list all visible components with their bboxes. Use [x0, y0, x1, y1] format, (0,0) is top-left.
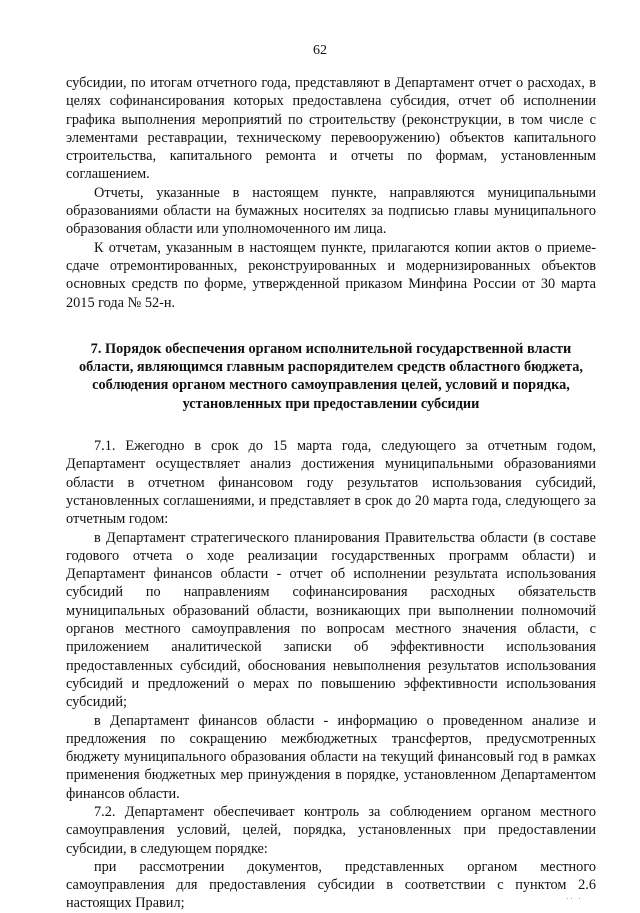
paragraph-continuation: субсидии, по итогам отчетного года, представляют в Департамент отчет о расходах, в целях софинансирования которых предоставлена субсидия, отчет об исполнении графика выполнения мероприятий по строительству (реконструкции, в том числе с элементами реставрации, техническому перевооружению) объектов капитального строительства, капитального ремонта и отчеты по формам, установленным соглашением.	[66, 75, 596, 183]
section-heading: 7. Порядок обеспечения органом исполнительной государственной власти области, являющимся главным распорядителем средств областного бюджета, соблюдения органом местного самоуправления целей, условий и порядка, установленных при предоставлении субсидии	[79, 340, 583, 412]
paragraph: К отчетам, указанным в настоящем пункте, прилагаются копии актов о приеме-сдаче отремонтированных, реконструированных и модернизированных объектов основных средств по форме, утвержденной приказом Минфина России от 30 марта 2015 года № 52-н.	[66, 239, 596, 311]
scan-mark: ·· ·	[566, 895, 583, 903]
document-body	[66, 74, 596, 913]
paragraph: при рассмотрении документов, представленных органом местного самоуправления для предоставления субсидии в соответствии с пунктом 2.6 настоящих Правил;	[66, 858, 596, 912]
paragraph: 7.2. Департамент обеспечивает контроль за соблюдением органом местного самоуправления условий, целей, порядка, установленных при предоставлении субсидии, в следующем порядке:	[66, 803, 596, 857]
page-number: 62	[313, 43, 327, 58]
paragraph: Отчеты, указанные в настоящем пункте, направляются муниципальными образованиями области на бумажных носителях за подписью главы муниципального образования области или уполномоченного им лица.	[66, 184, 596, 238]
paragraph: в Департамент стратегического планирования Правительства области (в составе годового отчета о ходе реализации государственных программ области) и Департамент финансов области - отчет об исполнении результата использования субсидий по направлениям софинансирования расходных обязательств муниципальных образований области, возникающих при выполнении полномочий органов местного самоуправления по вопросам местного значения области, с приложением аналитической записки об эффективности использования предоставленных субсидий, обоснования невыполнения результатов использования субсидий и предложений о мерах по повышению эффективности использования субсидий;	[66, 529, 596, 711]
paragraph: 7.1. Ежегодно в срок до 15 марта года, следующего за отчетным годом, Департамент осуществляет анализ достижения муниципальными образованиями области в отчетном финансовом году результатов использования субсидий, установленных соглашениями, и представляет в срок до 20 марта года, следующего за отчетным годом:	[66, 438, 596, 528]
paragraph: в Департамент финансов области - информацию о проведенном анализе и предложения по сокращению межбюджетных трансфертов, предусмотренных бюджету муниципального образования области на текущий финансовый год в рамках применения бюджетных мер принуждения в порядке, установленном Департаментом финансов области.	[66, 712, 596, 802]
